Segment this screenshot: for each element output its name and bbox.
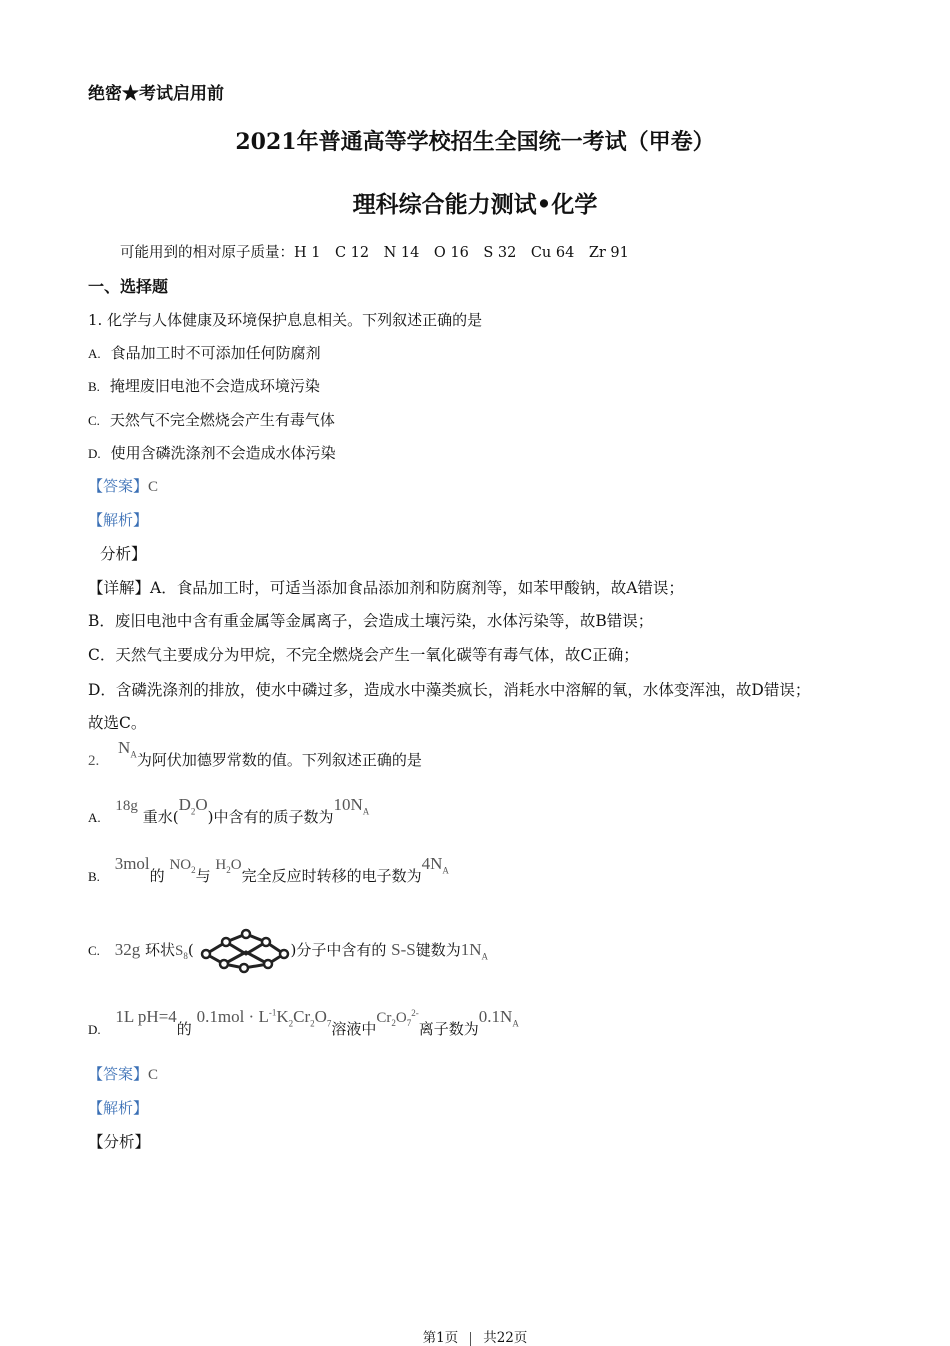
q1-detail-line: 【详解】A．食品加工时，可适当添加食品添加剂和防腐剂等，如苯甲酸钠，故A错误； (88, 579, 684, 597)
q1-fenxi: 分析】 (100, 545, 147, 563)
q2-answer (88, 1063, 158, 1084)
bond-ss: S-S (391, 940, 416, 959)
option-label: D. (88, 446, 101, 461)
section-heading: 一、选择题 (88, 277, 169, 296)
option-text: 使用含磷洗涤剂不会造成水体污染 (110, 444, 336, 462)
formula-k2cr2o7: $K_2Cr_2O_7$ (276, 1007, 332, 1029)
answer-tag: 【答案】 (88, 477, 149, 495)
q1-option-c (88, 409, 335, 430)
value-4na: $4N_A$ (421, 854, 449, 876)
formula-no2: $NO_2$ (169, 857, 196, 875)
concentration: $0.1mol \cdot L^{-1}$ (196, 1007, 277, 1026)
exam-subtitle: 理科综合能力测试•化学 (352, 191, 598, 218)
q1-detail-line: B．废旧电池中含有重金属等金属离子，会造成土壤污染，水体污染等，故B错误； (88, 612, 654, 630)
value-1na: $1N_A$ (460, 940, 488, 962)
q2-stem: 2. $N_A$为阿伏加德罗常数的值。下列叙述正确的是 (88, 738, 422, 769)
q1-stem: 1. 化学与人体健康及环境保护息息相关。下列叙述正确的是 (88, 311, 483, 329)
answer-value: C (148, 1067, 159, 1083)
q2-option-c: C. 32g 环状$S_8$( )分子中含有的 S-S键数为$1N_A$ (88, 928, 488, 974)
option-text: 食品加工时不可添加任何防腐剂 (110, 344, 321, 362)
q1-analysis-tag: 【解析】 (88, 511, 149, 529)
option-label: A. (88, 346, 101, 361)
formula-d2o: $D_2O$ (178, 795, 208, 817)
q2-analysis-tag: 【解析】 (88, 1099, 149, 1117)
ion-cr2o7: $Cr_2O_7^{2-}$ (376, 1008, 419, 1028)
value-01na: $0.1N_A$ (478, 1007, 519, 1029)
option-text: 掩埋废旧电池不会造成环境污染 (109, 377, 320, 395)
option-label: B. (88, 379, 100, 394)
formula-s8: $S_8$ (175, 943, 188, 961)
q1-option-d (88, 442, 336, 463)
q1-detail-line: D．含磷洗涤剂的排放，使水中磷过多，造成水中藻类疯长，消耗水中溶解的氧，水体变浑浊，故D错误； (88, 681, 811, 699)
q2-option-d: D. 1L pH=4的 $0.1mol \cdot L^{-1}K_2Cr_2O_7$溶液中$Cr_2O_7^{2-}$离子数为$0.1N_A$ (88, 1007, 519, 1038)
q1-option-a (88, 342, 321, 363)
q2-fenxi: 【分析】 (88, 1133, 151, 1151)
q1-detail-line: 故选C。 (88, 714, 147, 732)
option-text: 天然气不完全燃烧会产生有毒气体 (109, 411, 335, 429)
q1-detail-line: C．天然气主要成分为甲烷，不完全燃烧会产生一氧化碳等有毒气体，故C正确； (88, 646, 639, 664)
exam-title: 2021年普通高等学校招生全国统一考试（甲卷） (235, 129, 715, 155)
atomic-masses: 可能用到的相对原子质量：H 1 C 12 N 14 O 16 S 32 Cu 64 Zr 91 (120, 245, 629, 261)
page-number: 第1页 (422, 1330, 459, 1346)
answer-tag: 【答案】 (88, 1065, 149, 1083)
confidential-label: 绝密★考试启用前 (88, 84, 224, 104)
formula-h2o: $H_2O$ (215, 857, 242, 875)
q1-option-b (88, 375, 320, 396)
s8-ring-structure-image (198, 928, 290, 974)
answer-value: C (148, 479, 159, 495)
q1-answer (88, 475, 158, 496)
footer-divider (470, 1332, 471, 1346)
page-footer (0, 1326, 950, 1346)
value-10na: $10N_A$ (333, 795, 370, 817)
na-symbol: $N_A$ (118, 738, 137, 760)
page-total: 共22页 (483, 1330, 528, 1346)
q2-option-a: A. 18g 重水$(D_2O)$中含有的质子数为$10N_A$ (88, 795, 370, 826)
q2-option-b: B. 3mol的 $NO_2$与 $H_2O$完全反应时转移的电子数为$4N_A$ (88, 854, 449, 885)
option-label: C. (88, 413, 100, 428)
